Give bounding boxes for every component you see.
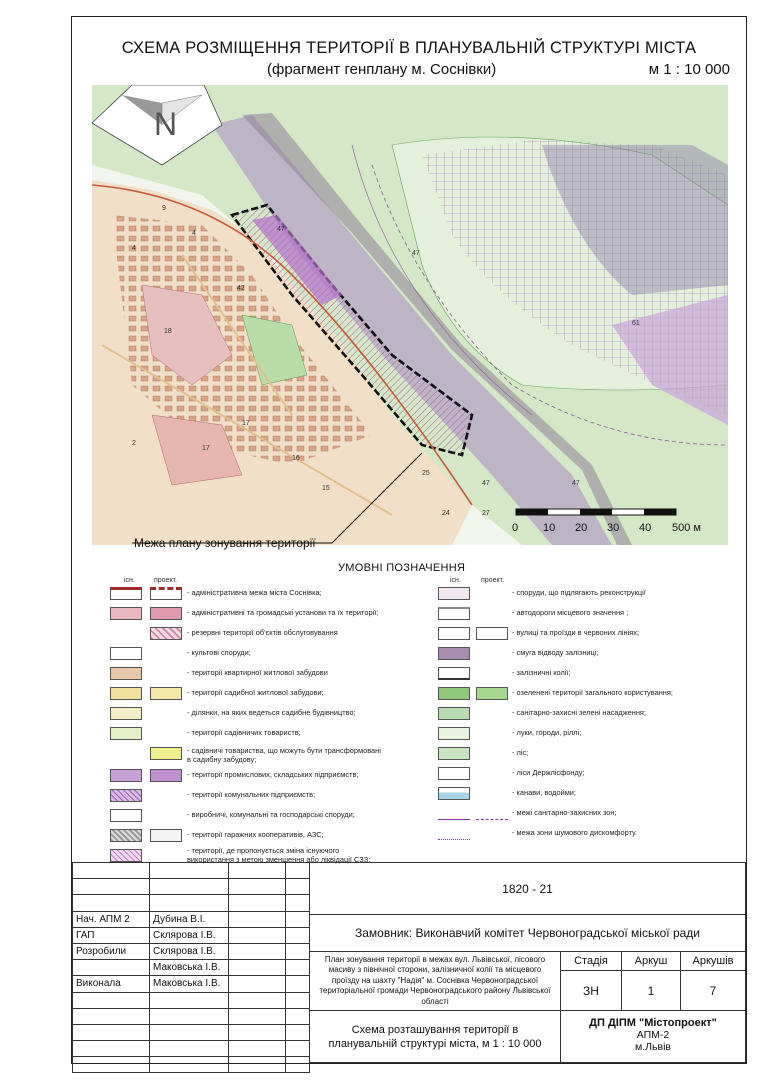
- signature-role: Виконала: [73, 976, 150, 992]
- legend-swatch: [110, 809, 142, 822]
- legend-item: - ділянки, на яких ведеться садибне будівництво;: [187, 708, 356, 717]
- legend-col-existing: існ.: [124, 577, 135, 584]
- signature-role: Розробили: [73, 943, 150, 959]
- legend-item: - ліси Держлісфонду;: [512, 768, 585, 777]
- legend-swatch: [476, 807, 508, 820]
- signature-name: Дубина В.І.: [150, 911, 229, 927]
- legend-swatch: [438, 767, 470, 780]
- legend-col-project: проект.: [481, 577, 504, 584]
- header-sheet: Аркуш: [621, 951, 681, 971]
- legend-swatch: [110, 727, 142, 740]
- organization: ДП ДІПМ "Містопроект": [589, 1017, 717, 1029]
- scale-tick: 30: [607, 522, 620, 534]
- organization-box: [560, 1010, 746, 1063]
- legend-item: - канави, водойми;: [512, 788, 576, 797]
- legend-swatch: [150, 829, 182, 842]
- sheet-scale: м 1 : 10 000: [648, 61, 730, 78]
- signature-name: Маковська І.В.: [150, 976, 229, 992]
- legend-item: - вулиці та проїзди в червоних лініях;: [512, 628, 640, 637]
- zone-label: 9: [162, 205, 166, 212]
- signature-role: [73, 960, 150, 976]
- legend-swatch: [438, 707, 470, 720]
- scale-tick: 500 м: [672, 522, 701, 534]
- zone-label: 2: [132, 440, 136, 447]
- legend-swatch: [438, 667, 470, 680]
- zone-label: 17: [202, 445, 210, 452]
- header-stage: Стадія: [560, 951, 622, 971]
- legend-swatch: [110, 829, 142, 842]
- sheet-title: СХЕМА РОЗМІЩЕННЯ ТЕРИТОРІЇ В ПЛАНУВАЛЬНІЙ СТРУКТУРІ МІСТА: [121, 39, 697, 57]
- legend-item: - споруди, що підлягають реконструкції: [512, 588, 646, 597]
- legend-swatch: [438, 687, 470, 700]
- legend-item: - садівничі товариства, що можуть бути трансформовані в садибну забудову;: [187, 746, 381, 764]
- legend-swatch: [150, 687, 182, 700]
- legend-item: - адміністративна межа міста Соснівка;: [187, 588, 322, 597]
- legend-swatch: [438, 627, 470, 640]
- legend-item: - території квартирної житлової забудови: [187, 668, 328, 677]
- scale-tick: 20: [575, 522, 588, 534]
- zone-label: 4: [132, 245, 136, 252]
- zone-label: 16: [292, 455, 300, 462]
- zone-label: 47: [482, 480, 490, 487]
- scale-tick: 10: [543, 522, 556, 534]
- zone-label: 27: [482, 510, 490, 517]
- legend-item: - території промислових, складських підприємств;: [187, 770, 359, 779]
- legend-swatch: [438, 647, 470, 660]
- project-description: План зонування території в межах вул. Львівської, лісового масиву з північної сторони, залізничної колії та місцевого проїзду на шахту "Надія" м. Соснівка Червоноградської територіальної громади Червоноградського району Львівської області: [309, 951, 561, 1011]
- zone-label: 17: [242, 420, 250, 427]
- legend-item: - смуга відводу залізниці;: [512, 648, 599, 657]
- legend-item: - резервні території об'єктів обслуговування: [187, 628, 338, 637]
- legend-swatch: [110, 687, 142, 700]
- sheet-name: Схема розташування території в планувальній структурі міста, м 1 : 10 000: [309, 1010, 561, 1063]
- legend-swatch: [438, 807, 470, 820]
- zone-label: 18: [164, 328, 172, 335]
- legend-item: - території комунальних підприємств;: [187, 790, 316, 799]
- legend-swatch: [438, 827, 470, 840]
- header-sheets: Аркушів: [680, 951, 746, 971]
- zone-label: 47: [412, 250, 420, 257]
- legend-swatch: [110, 667, 142, 680]
- project-number: 1820 - 21: [309, 862, 746, 915]
- legend-item: - виробничі, комунальні та господарські споруди;: [187, 810, 355, 819]
- legend-item: - озеленені території загального користування;: [512, 688, 673, 697]
- legend-swatch: [150, 627, 182, 640]
- zone-label: 15: [322, 485, 330, 492]
- legend-item: - автодороги місцевого значення ;: [512, 608, 629, 617]
- legend-item: - території садибної житлової забудови;: [187, 688, 324, 697]
- zone-label: 47: [572, 480, 580, 487]
- zone-label: 61: [632, 320, 640, 327]
- legend-swatch: [110, 769, 142, 782]
- city: м.Львів: [635, 1041, 671, 1053]
- signature-name: Склярова І.В.: [150, 943, 229, 959]
- legend-swatch: [476, 687, 508, 700]
- legend-col-project: проект.: [154, 577, 177, 584]
- legend-item: - межі санітарно-захисних зон;: [512, 808, 617, 817]
- legend-item: - адміністративні та громадські установи та їх території;: [187, 608, 379, 617]
- north-label: N: [154, 106, 178, 142]
- legend-item: - території садівничих товариств;: [187, 728, 301, 737]
- legend-title: УМОВНІ ПОЗНАЧЕННЯ: [338, 562, 466, 574]
- zone-label: 42: [237, 285, 245, 292]
- legend-swatch: [438, 787, 470, 800]
- legend-item: - території гаражних кооперативів, АЗС;: [187, 830, 324, 839]
- legend-swatch: [110, 607, 142, 620]
- legend-item: - культові споруди;: [187, 648, 251, 657]
- value-sheets: 7: [680, 970, 746, 1011]
- value-sheet: 1: [621, 970, 681, 1011]
- legend-swatch: [110, 647, 142, 660]
- scale-tick: 40: [639, 522, 652, 534]
- zone-label: 47: [277, 226, 285, 233]
- legend-item: - території, де пропонується зміна існуючого використання з метою зменшення або ліквідації СЗЗ;: [187, 846, 371, 864]
- scale-tick: 0: [512, 522, 519, 534]
- zone-label: 4: [192, 230, 196, 237]
- legend-swatch: [110, 789, 142, 802]
- zoning-map[interactable]: [92, 85, 728, 545]
- zone-label: 25: [422, 470, 430, 477]
- legend-item: - луки, городи, ріллі;: [512, 728, 582, 737]
- legend-item: - санітарно-захисні зелені насадження;: [512, 708, 646, 717]
- legend-swatch: [438, 727, 470, 740]
- department: АПМ-2: [636, 1029, 670, 1041]
- legend-item: - ліс;: [512, 748, 529, 757]
- legend-swatch: [110, 707, 142, 720]
- drawing-frame: [71, 16, 747, 1064]
- legend-swatch: [438, 607, 470, 620]
- legend-item: - межа зони шумового дискомфорту.: [512, 828, 638, 837]
- signature-table: [72, 862, 310, 1073]
- zone-label: 24: [442, 510, 450, 517]
- legend-item: - залізничні колії;: [512, 668, 571, 677]
- value-stage: ЗН: [560, 970, 622, 1011]
- legend-swatch: [150, 587, 182, 600]
- signature-name: Маковська І.В.: [150, 960, 229, 976]
- legend-swatch: [438, 747, 470, 760]
- legend-swatch: [110, 849, 142, 862]
- sheet-subtitle: (фрагмент генплану м. Соснівки): [267, 61, 497, 78]
- legend-col-existing: існ.: [450, 577, 461, 584]
- legend-swatch: [476, 627, 508, 640]
- boundary-label: Межа плану зонування території: [134, 536, 316, 550]
- legend-swatch: [110, 587, 142, 600]
- signature-name: Склярова І.В.: [150, 927, 229, 943]
- customer: Замовник: Виконавчий комітет Червоноградської міської ради: [309, 914, 746, 952]
- signature-role: Нач. АПМ 2: [73, 911, 150, 927]
- legend-swatch: [150, 607, 182, 620]
- legend-swatch: [150, 747, 182, 760]
- legend-swatch: [438, 587, 470, 600]
- signature-role: ГАП: [73, 927, 150, 943]
- legend-swatch: [150, 769, 182, 782]
